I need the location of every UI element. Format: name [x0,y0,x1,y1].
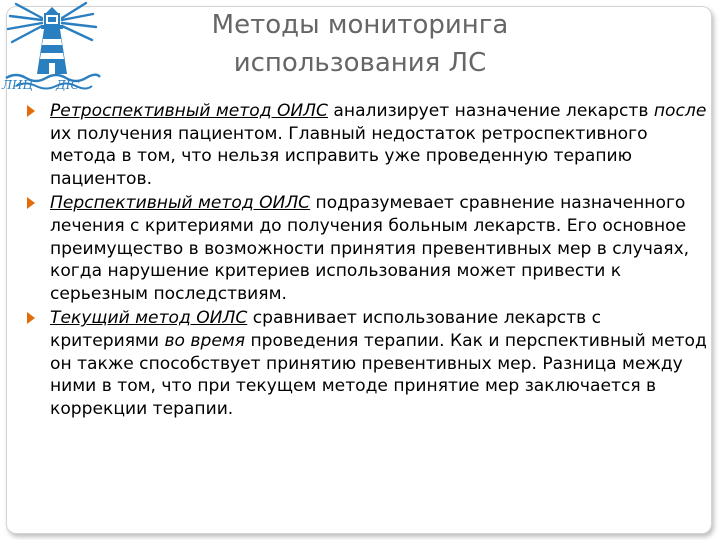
bullet-item-prospective [27,192,707,305]
title-line-1: Методы мониторинга [211,10,509,40]
bullet-list [27,100,707,422]
logo-right-text: ДIС [56,78,80,92]
bullet-item-retrospective [27,100,707,190]
title-line-2: использования ЛС [233,48,487,78]
bullet-term: Текущий метод ОИЛС [50,308,248,329]
bullet-text: их получения пациентом. Главный недостаток ретроспективного метода в том, что нельзя исправить уже проведенную терапию пациентов. [50,123,648,189]
bullet-term: Ретроспективный метод ОИЛС [50,101,328,121]
bullet-text: проведения терапии. Как и перспективный метод он также способствует принятию превентивных мер. Разница между ними в том, что при текущем методе принятие мер заключается в коррекции терапии. [50,330,707,419]
slide-title [150,6,570,82]
bullet-emphasis: во время [164,330,246,351]
orange-triangle-bullet-icon [27,312,35,324]
bullet-text: анализирует назначение лекарств [327,101,654,121]
bullet-emphasis: после [653,101,707,121]
bullet-text: подразумевает сравнение назначенного лечения с критериями до получения больным лекарств. Его основное преимущество в возможности принятия превентивных мер в случаях, когда нарушение критериев использования может привести к серьезным последствиям. [50,193,690,304]
bullet-text: сравнивает использование лекарств с критериями [50,308,602,351]
bullet-item-concurrent [27,307,707,420]
orange-triangle-bullet-icon [27,105,35,117]
bullet-term: Перспективный метод ОИЛС [50,193,311,214]
orange-triangle-bullet-icon [27,197,35,209]
logo-left-text: ЛИЦ [2,78,33,92]
